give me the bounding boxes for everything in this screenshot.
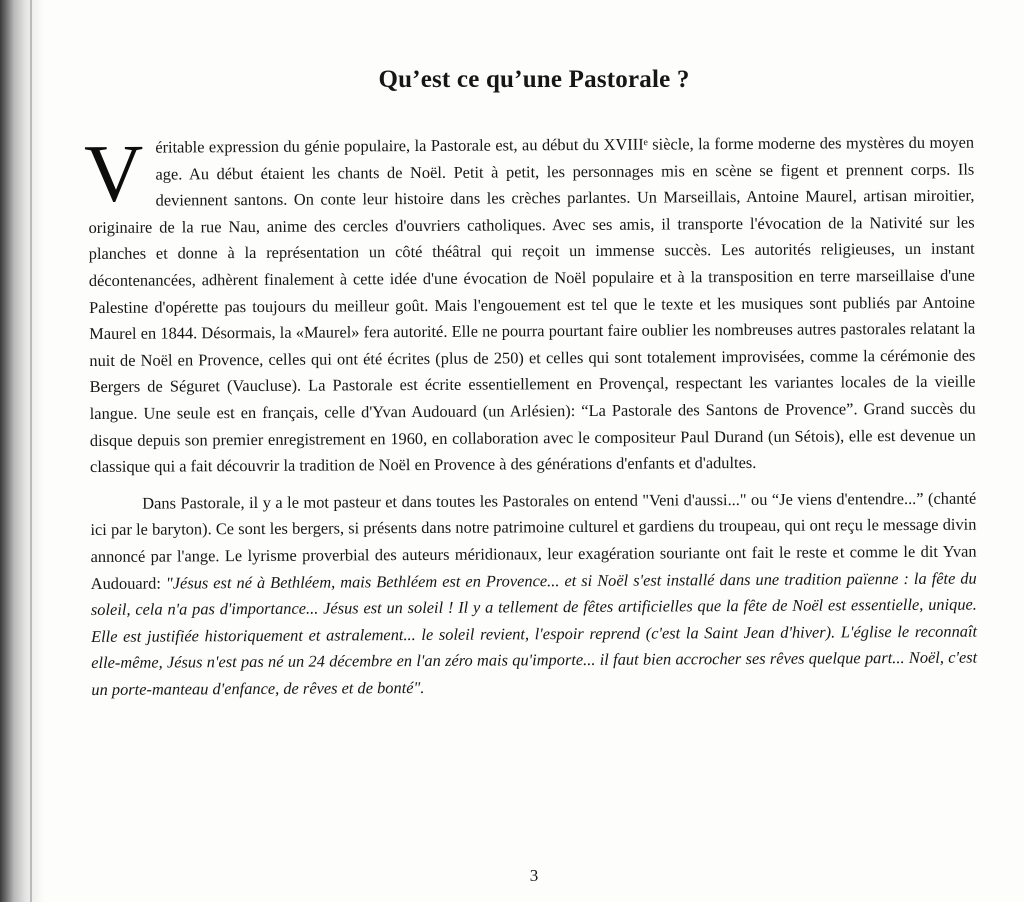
paragraph-pastorale-text: Dans Pastorale, il y a le mot pasteur et dans toutes les Pastorales on entend "Veni d'aussi..." ou “Je viens d'entendre...” (chanté ici par le baryton). Ce sont les bergers, si présents dans notre patrimoine culturel et gardiens du troupeau, qui ont reçu le message divin annoncé par l'ange. Le lyrisme proverbial des auteurs méridionaux, leur exagération souriante ont fait le reste et comme le dit Yvan Audouard: xyxy=(90,488,977,593)
paragraph-intro-text: éritable expression du génie populaire, la Pastorale est, au début du XVIIIᵉ siècle, la forme moderne des mystères du moyen age. Au début étaient les chants de Noël. Petit à petit, les personnages mis en scène se figent et prennent corps. Ils deviennent santons. On conte leur histoire dans les crèches parlantes. Un Marseillais, Antoine Maurel, artisan miroitier, originaire de la rue Nau, anime des cercles d'ouvriers catholiques. Avec ses amis, il transporte l'évocation de la Nativité sur les planches et donne à la représentation un côté théâtral qui reçoit un immense succès. Les autorités religieuses, un instant décontenancées, adhèrent finalement à cette idée d'une évocation de Noël populaire et à la transposition en terre marseillaise d'une Palestine d'opérette pas toujours du meilleur goût. Mais l'engouement est tel que le texte et les musiques sont publiés par Antoine Maurel en 1844. Désormais, la «Maurel» fera autorité. Elle ne pourra pourtant faire oublier les nombreuses autres pastorales relatant la nuit de Noël en Provence, celles qui ont été écrites (plus de 250) et celles qui sont totalement improvisées, comme la cérémonie des Bergers de Séguret (Vaucluse). La Pastorale est écrite essentiellement en Provençal, respectant les variantes locales de la vieille langue. Une seule est en français, celle d'Yvan Audouard (un Arlésien): “La Pastorale des Santons de Provence”. Grand succès du disque depuis son premier enregistrement en 1960, en collaboration avec le compositeur Paul Durand (un Sétois), elle est devenue un classique qui a fait découvrir la tradition de Noël en Provence à des générations d'enfants et d'adultes. xyxy=(88,132,976,477)
page-title: Qu’est ce qu’une Pastorale ? xyxy=(378,66,690,93)
body-text xyxy=(83,127,978,704)
audouard-quote: "Jésus est né à Bethléem, mais Bethléem est en Provence... et si Noël s'est installé dans une tradition païenne : la fête du soleil, cela n'a pas d'importance... Jésus est un soleil ! Il y a tellement de fêtes artificielles que la fête de Noël est essentielle, unique. Elle est justifiée historiquement et astralement... le soleil revient, l'espoir reprend (c'est la Saint Jean d'hiver). L'église le reconnaît elle-même, Jésus n'est pas né un 24 décembre en l'an zéro mais qu'importe... il faut bien accrocher ses rêves quelque part... Noël, c'est un porte-manteau d'enfance, de rêves et de bonté". xyxy=(90,568,978,699)
book-binding-shadow xyxy=(0,0,44,902)
drop-cap-letter: V xyxy=(83,127,144,220)
paragraph-intro xyxy=(83,127,976,481)
book-gutter-line xyxy=(30,0,32,902)
page-number: 3 xyxy=(529,866,539,885)
paragraph-pastorale-meaning xyxy=(90,485,977,703)
